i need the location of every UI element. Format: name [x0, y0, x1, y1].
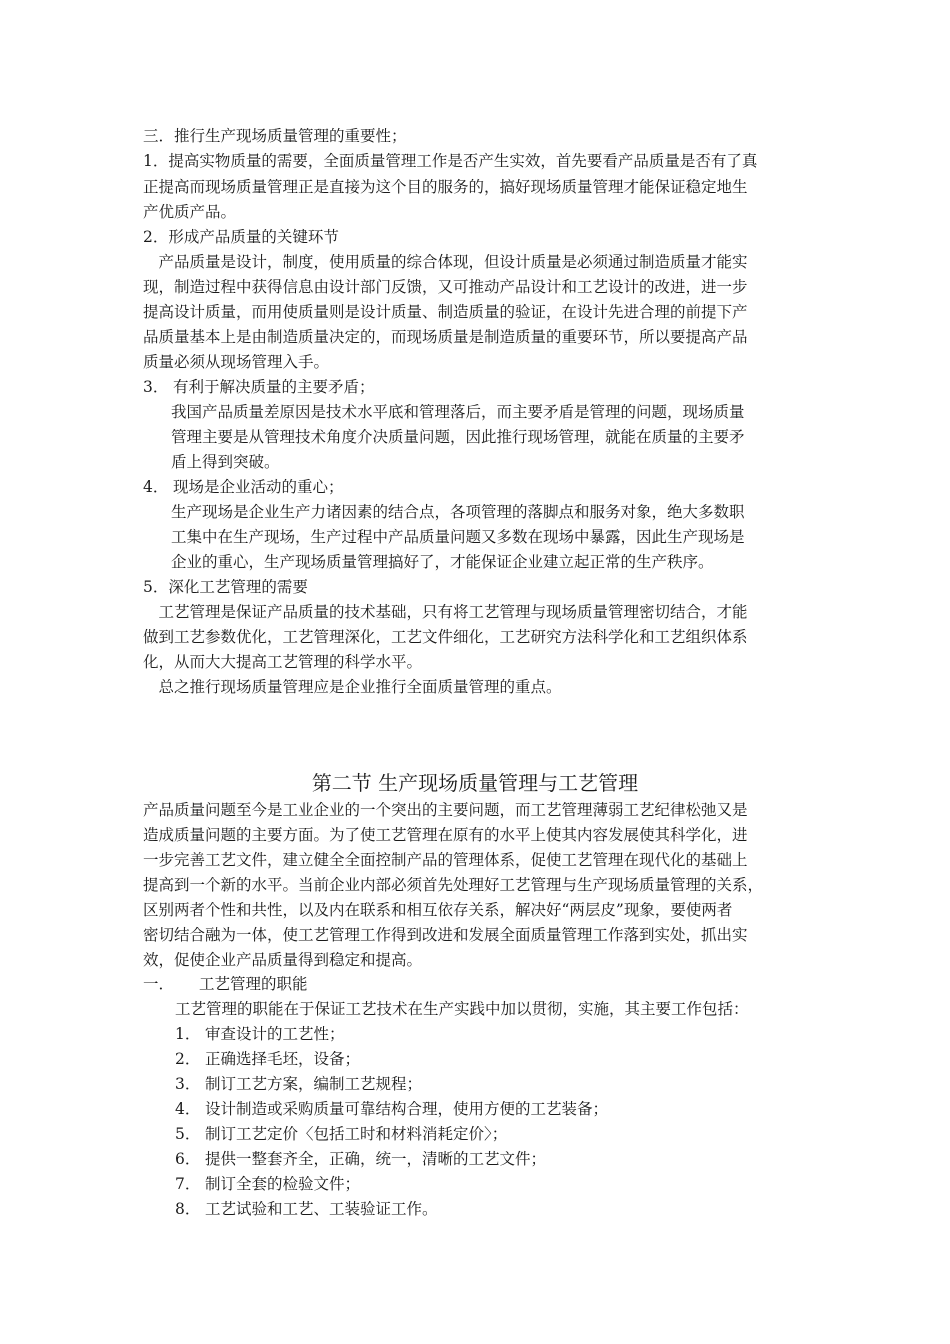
- item-title: 5．深化工艺管理的需要: [143, 578, 308, 596]
- item-title: 2．形成产品质量的关键环节: [143, 228, 339, 246]
- paragraph-line: 品质量基本上是由制造质量决定的，而现场质量是制造质量的重要环节，所以要提高产品: [143, 328, 748, 346]
- paragraph-line: 现，制造过程中获得信息由设计部门反馈，又可推动产品设计和工艺设计的改进，进一步: [143, 278, 748, 296]
- paragraph-line: 造成质量问题的主要方面。为了使工艺管理在原有的水平上使其内容发展使其科学化，进: [143, 826, 748, 844]
- list-number: 2．: [175, 1050, 201, 1068]
- list-text: 制订全套的检验文件；: [205, 1175, 361, 1193]
- item-title-text: 现场是企业活动的重心；: [173, 478, 344, 496]
- list-number: 5．: [175, 1125, 201, 1143]
- paragraph-line: 化，从而大大提高工艺管理的科学水平。: [143, 653, 423, 671]
- list-number: 8．: [175, 1200, 201, 1218]
- paragraph-line: 提高设计质量，而用使质量则是设计质量、制造质量的验证，在设计先进合理的前提下产: [143, 303, 748, 321]
- subsection-number: 一．: [143, 975, 175, 993]
- list-number: 1．: [175, 1025, 201, 1043]
- list-text: 制订工艺方案，编制工艺规程；: [205, 1075, 423, 1093]
- paragraph-line: 企业的重心，生产现场质量管理搞好了，才能保证企业建立起正常的生产秩序。: [171, 553, 714, 571]
- subsection-title: [143, 972, 950, 997]
- item-title: [143, 375, 950, 400]
- item-title: [143, 475, 950, 500]
- paragraph-line: 效，促使企业产品质量得到稳定和提高。: [143, 951, 423, 969]
- list-item: [175, 1172, 950, 1197]
- paragraph-line: 工艺管理是保证产品质量的技术基础，只有将工艺管理与现场质量管理密切结合，才能: [143, 603, 748, 621]
- paragraph-line: 生产现场是企业生产力诸因素的结合点，各项管理的落脚点和服务对象，绝大多数职: [171, 503, 745, 521]
- paragraph-line: 做到工艺参数优化，工艺管理深化，工艺文件细化，工艺研究方法科学化和工艺组织体系: [143, 628, 748, 646]
- list-text: 制订工艺定价〈包括工时和材料消耗定价〉；: [205, 1125, 508, 1143]
- paragraph-line: 工艺管理的职能在于保证工艺技术在生产实践中加以贯彻，实施，其主要工作包括：: [175, 1000, 749, 1018]
- item-title-text: 有利于解决质量的主要矛盾；: [173, 378, 375, 396]
- section-heading: 第二节 生产现场质量管理与工艺管理: [311, 771, 639, 795]
- subsection-title-text: 工艺管理的职能: [199, 975, 308, 993]
- paragraph-line: 我国产品质量差原因是技术水平底和管理落后，而主要矛盾是管理的问题，现场质量: [171, 403, 745, 421]
- paragraph-line: 质量必须从现场管理入手。: [143, 353, 330, 371]
- summary-line: 总之推行现场质量管理应是企业推行全面质量管理的重点。: [143, 678, 562, 696]
- item-number: 3．: [143, 378, 169, 396]
- list-item: [175, 1147, 950, 1172]
- list-text: 提供一整套齐全，正确，统一，清晰的工艺文件；: [205, 1150, 547, 1168]
- list-text: 设计制造或采购质量可靠结构合理，使用方便的工艺装备；: [205, 1100, 609, 1118]
- paragraph-line: 管理主要是从管理技术角度介决质量问题，因此推行现场管理，就能在质量的主要矛: [171, 428, 745, 446]
- list-number: 4．: [175, 1100, 201, 1118]
- list-item: [175, 1122, 950, 1147]
- list-text: 审查设计的工艺性；: [205, 1025, 345, 1043]
- list-text: 正确选择毛坯，设备；: [205, 1050, 361, 1068]
- list-number: 3．: [175, 1075, 201, 1093]
- paragraph-line: 产品质量问题至今是工业企业的一个突出的主要问题，而工艺管理薄弱工艺纪律松弛又是: [143, 801, 748, 819]
- paragraph-line: 工集中在生产现场，生产过程中产品质量问题又多数在现场中暴露，因此生产现场是: [171, 528, 745, 546]
- paragraph-line: 正提高而现场质量管理正是直接为这个目的服务的，搞好现场质量管理才能保证稳定地生: [143, 178, 748, 196]
- list-item: [175, 1072, 950, 1097]
- item-number: 4．: [143, 478, 169, 496]
- paragraph-line: 区别两者个性和共性，以及内在联系和相互依存关系，解决好“两层皮”现象，要使两者: [143, 901, 733, 919]
- list-number: 6．: [175, 1150, 201, 1168]
- list-item: [175, 1097, 950, 1122]
- section-title: 三．推行生产现场质量管理的重要性；: [143, 127, 407, 145]
- list-number: 7．: [175, 1175, 201, 1193]
- paragraph-line: 提高到一个新的水平。当前企业内部必须首先处理好工艺管理与生产现场质量管理的关系，: [143, 876, 764, 894]
- paragraph-line: 一步完善工艺文件，建立健全全面控制产品的管理体系，促使工艺管理在现代化的基础上: [143, 851, 748, 869]
- paragraph-line: 1．提高实物质量的需要，全面质量管理工作是否产生实效，首先要看产品质量是否有了真: [143, 152, 758, 170]
- paragraph-line: 密切结合融为一体，使工艺管理工作得到改进和发展全面质量管理工作落到实处，抓出实: [143, 926, 748, 944]
- list-text: 工艺试验和工艺、工装验证工作。: [205, 1200, 438, 1218]
- paragraph-line: 盾上得到突破。: [171, 453, 280, 471]
- list-item: [175, 1197, 950, 1222]
- list-item: [175, 1047, 950, 1072]
- paragraph-line: 产优质产品。: [143, 203, 237, 221]
- list-item: [175, 1022, 950, 1047]
- paragraph-line: 产品质量是设计，制度，使用质量的综合体现，但设计质量是必须通过制造质量才能实: [143, 253, 748, 271]
